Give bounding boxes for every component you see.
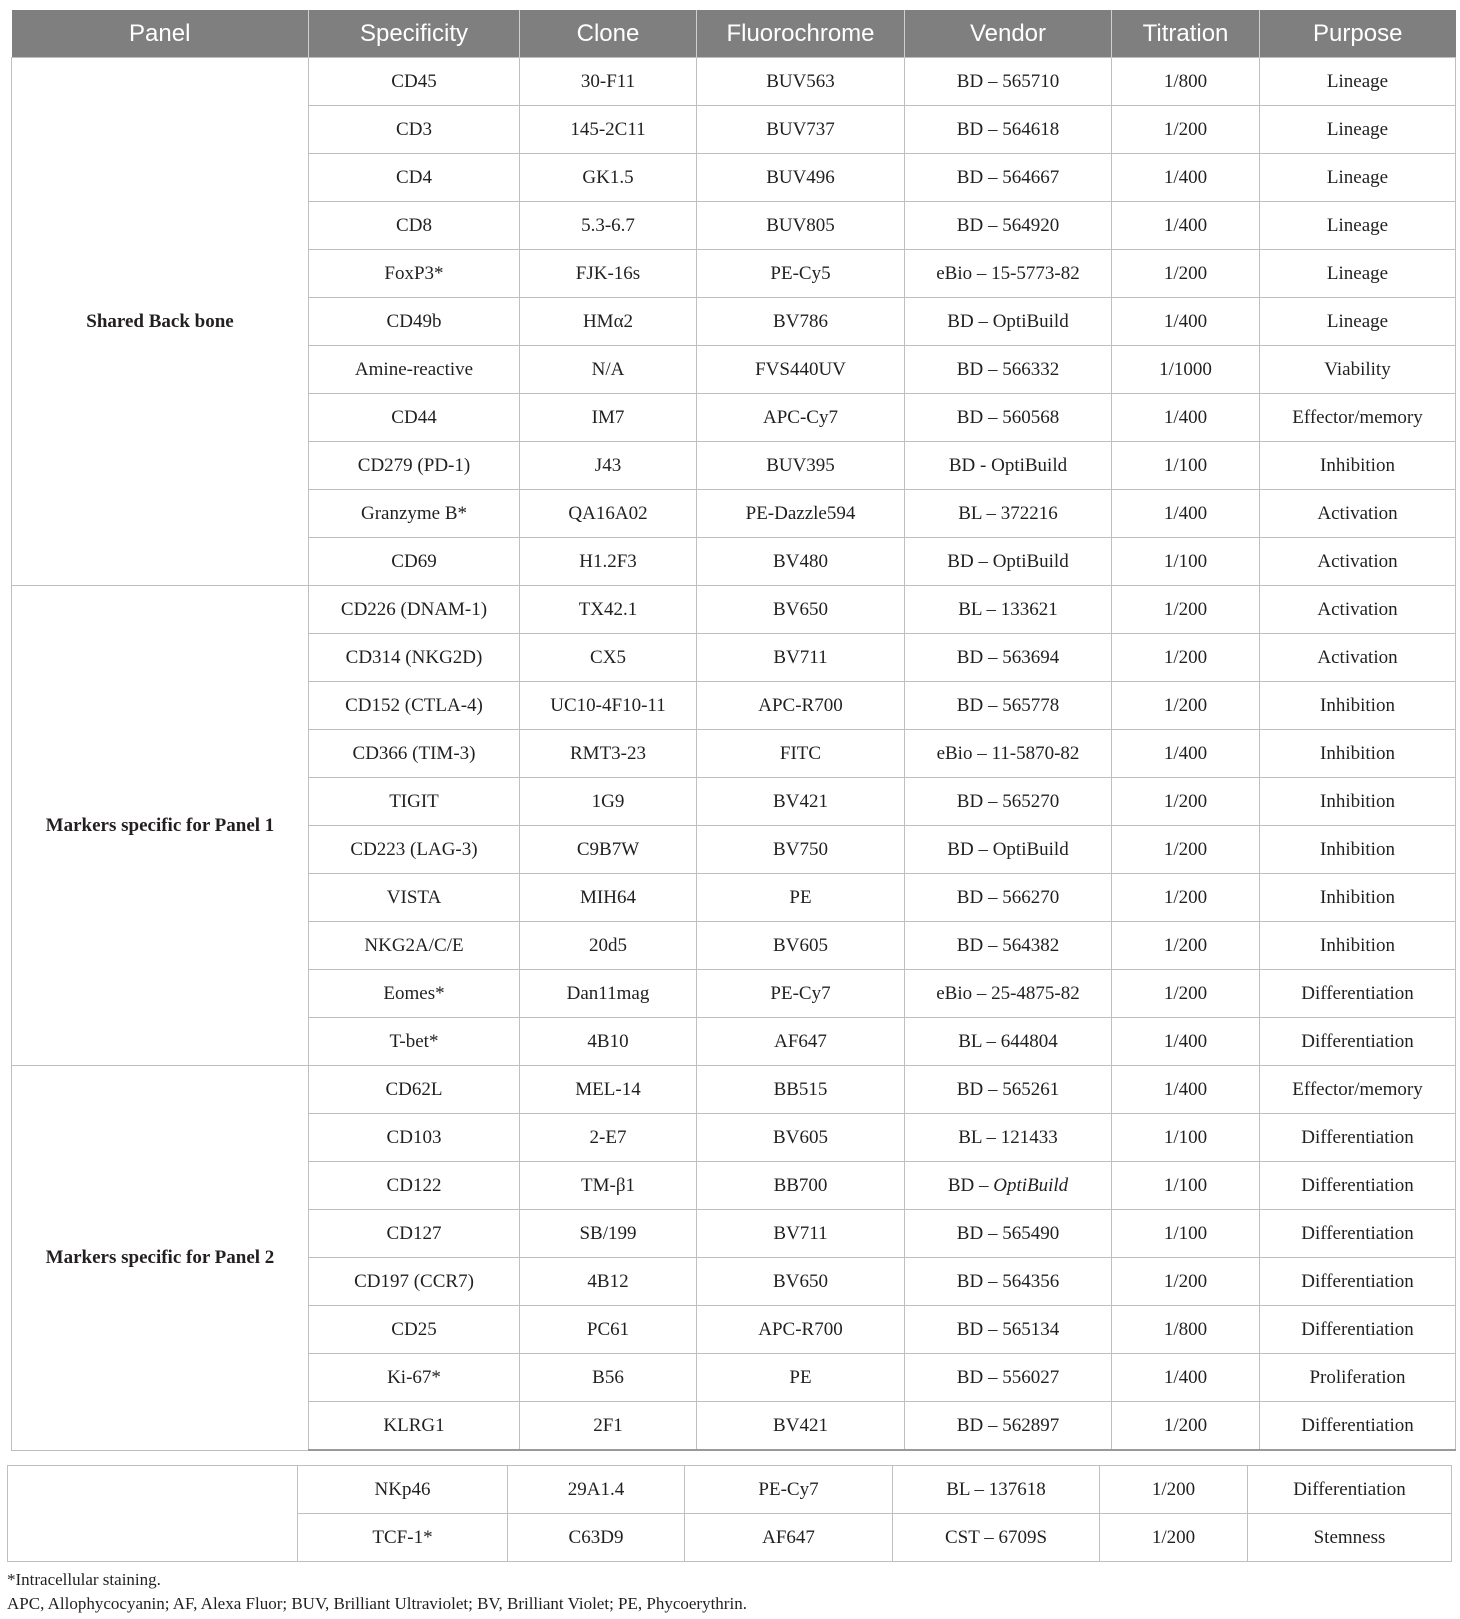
cell-titration: 1/400	[1112, 202, 1260, 250]
cell-fluorochrome: BUV805	[697, 202, 905, 250]
cell-purpose: Differentiation	[1260, 1114, 1456, 1162]
cell-fluorochrome: BV421	[697, 778, 905, 826]
cell-fluorochrome: APC-R700	[697, 1306, 905, 1354]
cell-vendor: BD – 560568	[905, 394, 1112, 442]
cell-titration: 1/400	[1112, 1018, 1260, 1066]
cell-vendor: BD – 564382	[905, 922, 1112, 970]
cell-vendor: BD – 565270	[905, 778, 1112, 826]
cell-clone: B56	[520, 1354, 697, 1402]
cell-purpose: Differentiation	[1260, 1210, 1456, 1258]
cell-fluorochrome: BUV737	[697, 106, 905, 154]
cell-purpose: Inhibition	[1260, 922, 1456, 970]
extra-table-body	[8, 1466, 1452, 1562]
table-row	[12, 1066, 1456, 1114]
cell-vendor: BD – 566270	[905, 874, 1112, 922]
cell-specificity: CD197 (CCR7)	[309, 1258, 520, 1306]
cell-vendor: BD – 564920	[905, 202, 1112, 250]
vendor-product-name: OptiBuild	[993, 1174, 1069, 1196]
cell-specificity: NKp46	[298, 1466, 508, 1514]
cell-specificity: CD314 (NKG2D)	[309, 634, 520, 682]
cell-vendor: BD - OptiBuild	[905, 442, 1112, 490]
cell-purpose: Effector/memory	[1260, 1066, 1456, 1114]
cell-vendor: BD – 562897	[905, 1402, 1112, 1451]
cell-fluorochrome: FITC	[697, 730, 905, 778]
cell-purpose: Lineage	[1260, 58, 1456, 106]
cell-purpose: Inhibition	[1260, 442, 1456, 490]
cell-specificity: Amine-reactive	[309, 346, 520, 394]
cell-purpose: Inhibition	[1260, 778, 1456, 826]
cell-specificity: FoxP3*	[309, 250, 520, 298]
cell-fluorochrome: BV605	[697, 1114, 905, 1162]
cell-titration: 1/200	[1112, 586, 1260, 634]
cell-vendor: BD – 565710	[905, 58, 1112, 106]
cell-fluorochrome: BV711	[697, 1210, 905, 1258]
cell-vendor: BD – 566332	[905, 346, 1112, 394]
table-row	[8, 1466, 1452, 1514]
cell-clone: 30-F11	[520, 58, 697, 106]
cell-titration: 1/800	[1112, 1306, 1260, 1354]
cell-purpose: Viability	[1260, 346, 1456, 394]
panel-group-label: Markers specific for Panel 2	[12, 1066, 309, 1451]
cell-clone: MEL-14	[520, 1066, 697, 1114]
cell-titration: 1/200	[1112, 874, 1260, 922]
cell-clone: TM-β1	[520, 1162, 697, 1210]
cell-clone: H1.2F3	[520, 538, 697, 586]
additional-markers-table	[7, 1465, 1452, 1562]
cell-purpose: Lineage	[1260, 106, 1456, 154]
cell-purpose: Inhibition	[1260, 874, 1456, 922]
cell-fluorochrome: BV421	[697, 1402, 905, 1451]
cell-clone: 145-2C11	[520, 106, 697, 154]
cell-specificity: CD44	[309, 394, 520, 442]
column-header-vendor: Vendor	[905, 10, 1112, 58]
cell-fluorochrome: BV650	[697, 1258, 905, 1306]
cell-titration: 1/200	[1112, 1258, 1260, 1306]
cell-specificity: VISTA	[309, 874, 520, 922]
cell-clone: HMα2	[520, 298, 697, 346]
cell-titration: 1/100	[1112, 538, 1260, 586]
cell-purpose: Lineage	[1260, 298, 1456, 346]
cell-clone: CX5	[520, 634, 697, 682]
cell-vendor: BL – 133621	[905, 586, 1112, 634]
cell-fluorochrome: PE	[697, 874, 905, 922]
cell-clone: 2F1	[520, 1402, 697, 1451]
footnote-intracellular: *Intracellular staining.	[7, 1570, 161, 1589]
cell-titration: 1/400	[1112, 730, 1260, 778]
cell-fluorochrome: PE	[697, 1354, 905, 1402]
column-header-fluorochrome: Fluorochrome	[697, 10, 905, 58]
cell-fluorochrome: AF647	[685, 1514, 893, 1562]
panel-group-label: Markers specific for Panel 1	[12, 586, 309, 1066]
cell-fluorochrome: APC-R700	[697, 682, 905, 730]
cell-specificity: CD69	[309, 538, 520, 586]
cell-specificity: Eomes*	[309, 970, 520, 1018]
cell-purpose: Lineage	[1260, 154, 1456, 202]
cell-fluorochrome: AF647	[697, 1018, 905, 1066]
cell-clone: Dan11mag	[520, 970, 697, 1018]
column-header-purpose: Purpose	[1260, 10, 1456, 58]
cell-clone: 2-E7	[520, 1114, 697, 1162]
cell-specificity: CD25	[309, 1306, 520, 1354]
cell-titration: 1/200	[1112, 634, 1260, 682]
cell-vendor: BD – 565134	[905, 1306, 1112, 1354]
cell-clone: QA16A02	[520, 490, 697, 538]
cell-titration: 1/200	[1112, 682, 1260, 730]
cell-vendor: BD – 565778	[905, 682, 1112, 730]
cell-fluorochrome: PE-Cy7	[697, 970, 905, 1018]
cell-titration: 1/200	[1112, 1402, 1260, 1451]
cell-vendor: BL – 644804	[905, 1018, 1112, 1066]
cell-fluorochrome: PE-Cy5	[697, 250, 905, 298]
cell-specificity: CD103	[309, 1114, 520, 1162]
header-row	[12, 10, 1456, 58]
cell-vendor: BL – 121433	[905, 1114, 1112, 1162]
cell-purpose: Differentiation	[1260, 1402, 1456, 1451]
table-footnotes	[7, 1568, 747, 1616]
cell-titration: 1/200	[1112, 826, 1260, 874]
cell-clone: 4B10	[520, 1018, 697, 1066]
cell-purpose: Activation	[1260, 586, 1456, 634]
cell-specificity: NKG2A/C/E	[309, 922, 520, 970]
cell-fluorochrome: APC-Cy7	[697, 394, 905, 442]
cell-vendor: BL – 372216	[905, 490, 1112, 538]
cell-vendor: BD – 563694	[905, 634, 1112, 682]
cell-titration: 1/400	[1112, 490, 1260, 538]
cell-titration: 1/200	[1112, 778, 1260, 826]
cell-specificity: CD4	[309, 154, 520, 202]
cell-titration: 1/100	[1112, 1162, 1260, 1210]
column-header-titration: Titration	[1112, 10, 1260, 58]
cell-purpose: Lineage	[1260, 202, 1456, 250]
cell-clone: MIH64	[520, 874, 697, 922]
cell-purpose: Activation	[1260, 490, 1456, 538]
cell-fluorochrome: BB700	[697, 1162, 905, 1210]
cell-clone: IM7	[520, 394, 697, 442]
cell-clone: RMT3-23	[520, 730, 697, 778]
cell-clone: 1G9	[520, 778, 697, 826]
cell-clone: N/A	[520, 346, 697, 394]
cell-purpose: Differentiation	[1260, 1258, 1456, 1306]
cell-purpose: Differentiation	[1248, 1466, 1452, 1514]
cell-fluorochrome: BV605	[697, 922, 905, 970]
cell-titration: 1/400	[1112, 298, 1260, 346]
column-header-specificity: Specificity	[309, 10, 520, 58]
cell-fluorochrome: BB515	[697, 1066, 905, 1114]
cell-fluorochrome: BV711	[697, 634, 905, 682]
cell-specificity: CD127	[309, 1210, 520, 1258]
panel-group-label: Shared Back bone	[12, 58, 309, 586]
cell-purpose: Inhibition	[1260, 730, 1456, 778]
cell-clone: 29A1.4	[508, 1466, 685, 1514]
cell-specificity: CD226 (DNAM-1)	[309, 586, 520, 634]
cell-clone: SB/199	[520, 1210, 697, 1258]
cell-vendor: CST – 6709S	[893, 1514, 1100, 1562]
cell-titration: 1/400	[1112, 1066, 1260, 1114]
cell-purpose: Activation	[1260, 634, 1456, 682]
cell-titration: 1/200	[1100, 1514, 1248, 1562]
cell-clone: C63D9	[508, 1514, 685, 1562]
cell-specificity: CD366 (TIM-3)	[309, 730, 520, 778]
cell-vendor: BD – OptiBuild	[905, 826, 1112, 874]
cell-specificity: CD8	[309, 202, 520, 250]
cell-clone: PC61	[520, 1306, 697, 1354]
cell-clone: FJK-16s	[520, 250, 697, 298]
cell-fluorochrome: BUV395	[697, 442, 905, 490]
footnote-abbreviations: APC, Allophycocyanin; AF, Alexa Fluor; BUV, Brilliant Ultraviolet; BV, Brilliant Violet; PE, Phycoerythrin.	[7, 1594, 747, 1613]
cell-vendor: BD – OptiBuild	[905, 1162, 1112, 1210]
cell-titration: 1/400	[1112, 154, 1260, 202]
cell-purpose: Proliferation	[1260, 1354, 1456, 1402]
empty-panel-cell	[8, 1466, 298, 1562]
cell-fluorochrome: BUV563	[697, 58, 905, 106]
cell-titration: 1/400	[1112, 394, 1260, 442]
cell-purpose: Differentiation	[1260, 1306, 1456, 1354]
cell-specificity: CD62L	[309, 1066, 520, 1114]
cell-specificity: CD122	[309, 1162, 520, 1210]
cell-titration: 1/200	[1112, 106, 1260, 154]
cell-purpose: Differentiation	[1260, 970, 1456, 1018]
cell-clone: UC10-4F10-11	[520, 682, 697, 730]
cell-titration: 1/200	[1112, 250, 1260, 298]
cell-clone: 4B12	[520, 1258, 697, 1306]
cell-titration: 1/400	[1112, 1354, 1260, 1402]
cell-titration: 1/100	[1112, 1210, 1260, 1258]
cell-specificity: KLRG1	[309, 1402, 520, 1451]
cell-clone: J43	[520, 442, 697, 490]
cell-specificity: CD45	[309, 58, 520, 106]
cell-purpose: Stemness	[1248, 1514, 1452, 1562]
cell-titration: 1/200	[1112, 922, 1260, 970]
cell-fluorochrome: BV480	[697, 538, 905, 586]
cell-purpose: Activation	[1260, 538, 1456, 586]
cell-vendor: eBio – 15-5773-82	[905, 250, 1112, 298]
cell-fluorochrome: PE-Cy7	[685, 1466, 893, 1514]
cell-vendor: BD – 565261	[905, 1066, 1112, 1114]
cell-clone: 20d5	[520, 922, 697, 970]
cell-purpose: Inhibition	[1260, 826, 1456, 874]
cell-clone: 5.3-6.7	[520, 202, 697, 250]
table-row	[12, 586, 1456, 634]
cell-clone: GK1.5	[520, 154, 697, 202]
cell-specificity: TCF-1*	[298, 1514, 508, 1562]
cell-titration: 1/1000	[1112, 346, 1260, 394]
cell-specificity: CD152 (CTLA-4)	[309, 682, 520, 730]
cell-vendor: BD – 564667	[905, 154, 1112, 202]
cell-titration: 1/200	[1112, 970, 1260, 1018]
cell-clone: C9B7W	[520, 826, 697, 874]
cell-fluorochrome: BV750	[697, 826, 905, 874]
cell-vendor: BD – 565490	[905, 1210, 1112, 1258]
column-header-panel: Panel	[12, 10, 309, 58]
table-header	[12, 10, 1456, 58]
cell-titration: 1/800	[1112, 58, 1260, 106]
cell-clone: TX42.1	[520, 586, 697, 634]
cell-fluorochrome: FVS440UV	[697, 346, 905, 394]
cell-specificity: CD223 (LAG-3)	[309, 826, 520, 874]
cell-specificity: Ki-67*	[309, 1354, 520, 1402]
cell-vendor: BD – 564618	[905, 106, 1112, 154]
cell-specificity: CD279 (PD-1)	[309, 442, 520, 490]
cell-purpose: Lineage	[1260, 250, 1456, 298]
cell-vendor: BD – OptiBuild	[905, 298, 1112, 346]
cell-titration: 1/200	[1100, 1466, 1248, 1514]
column-header-clone: Clone	[520, 10, 697, 58]
cell-purpose: Differentiation	[1260, 1162, 1456, 1210]
table-row	[12, 58, 1456, 106]
cell-vendor: BD – OptiBuild	[905, 538, 1112, 586]
cell-specificity: T-bet*	[309, 1018, 520, 1066]
table-body	[12, 58, 1456, 1451]
cell-fluorochrome: BV650	[697, 586, 905, 634]
cell-specificity: CD49b	[309, 298, 520, 346]
cell-vendor: BD – 556027	[905, 1354, 1112, 1402]
cell-fluorochrome: BUV496	[697, 154, 905, 202]
cell-specificity: CD3	[309, 106, 520, 154]
cell-fluorochrome: PE-Dazzle594	[697, 490, 905, 538]
cell-purpose: Inhibition	[1260, 682, 1456, 730]
cell-vendor: eBio – 25-4875-82	[905, 970, 1112, 1018]
cell-vendor: BD – 564356	[905, 1258, 1112, 1306]
cell-vendor: eBio – 11-5870-82	[905, 730, 1112, 778]
cell-titration: 1/100	[1112, 1114, 1260, 1162]
cell-vendor: BL – 137618	[893, 1466, 1100, 1514]
cell-specificity: Granzyme B*	[309, 490, 520, 538]
cell-purpose: Effector/memory	[1260, 394, 1456, 442]
cell-fluorochrome: BV786	[697, 298, 905, 346]
cell-titration: 1/100	[1112, 442, 1260, 490]
antibody-panel-table	[11, 10, 1456, 1451]
cell-specificity: TIGIT	[309, 778, 520, 826]
cell-purpose: Differentiation	[1260, 1018, 1456, 1066]
